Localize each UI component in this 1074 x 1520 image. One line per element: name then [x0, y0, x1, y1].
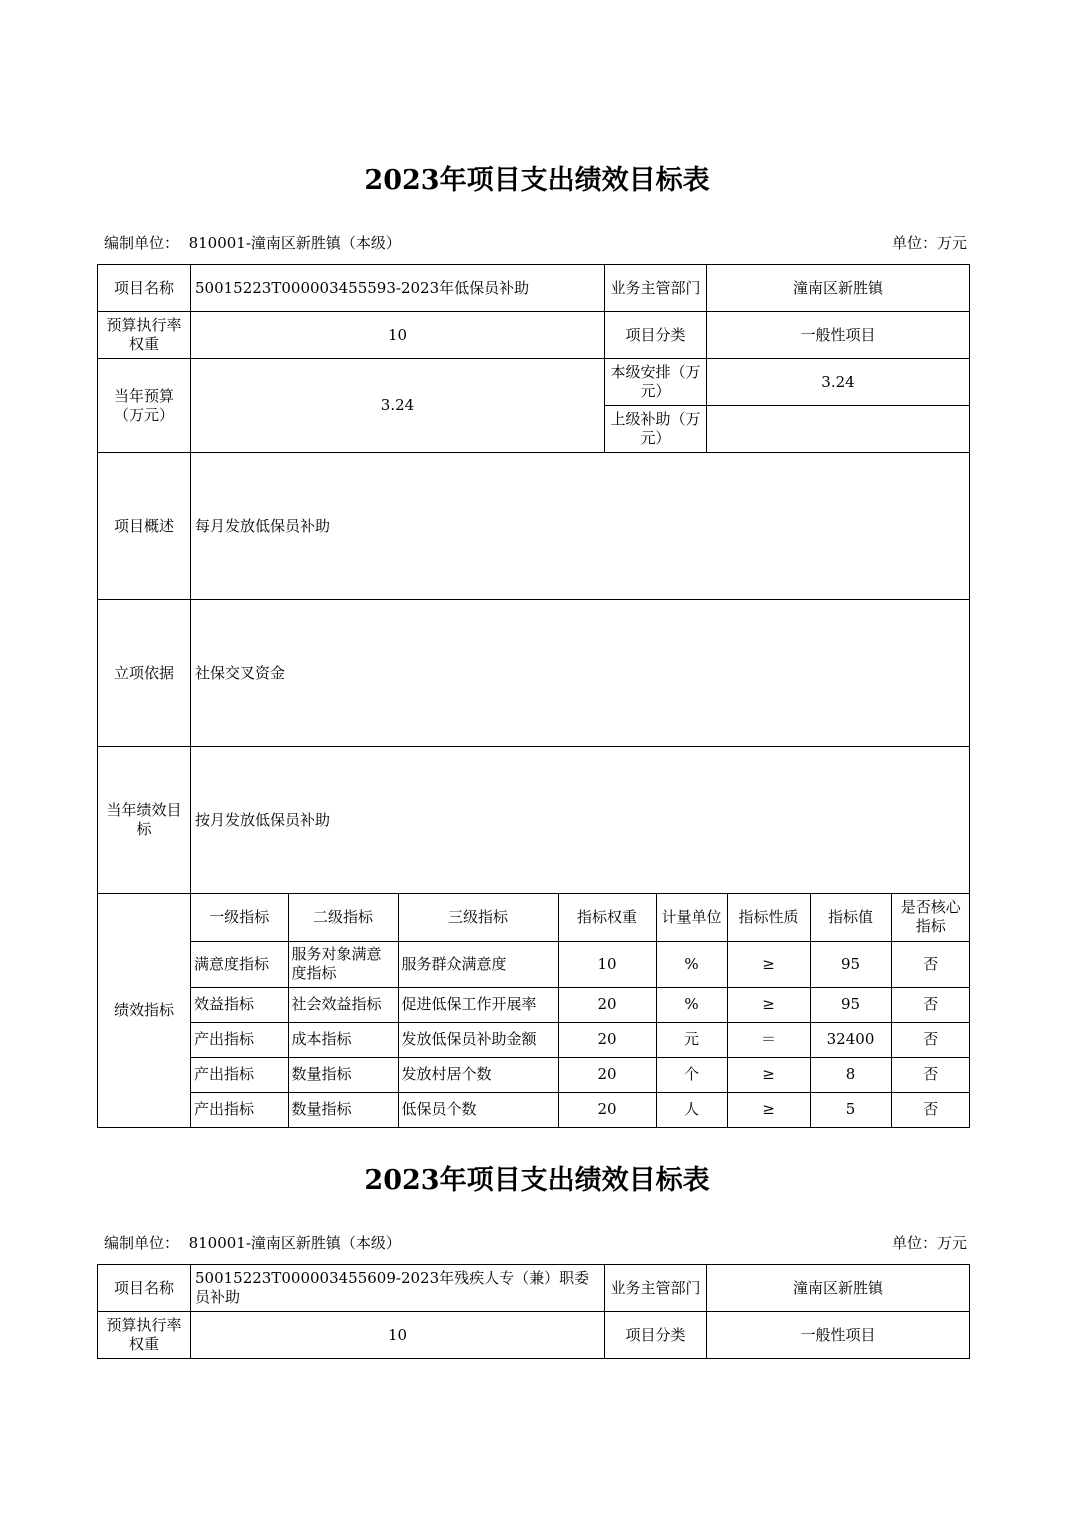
metric-level2: 数量指标	[288, 1057, 398, 1092]
page-title: 2023年项目支出绩效目标表	[364, 1165, 710, 1196]
metric-weight: 10	[558, 941, 656, 987]
category-label: 项目分类	[605, 312, 707, 359]
dept-label: 业务主管部门	[605, 265, 707, 312]
metric-level1: 效益指标	[191, 987, 288, 1022]
superior-subsidy-value	[707, 406, 970, 453]
metric-header: 是否核心指标	[891, 894, 970, 941]
metric-level1: 产出指标	[191, 1057, 288, 1092]
category-value: 一般性项目	[707, 1312, 970, 1359]
metric-weight: 20	[558, 1092, 656, 1127]
metric-value: 8	[810, 1057, 891, 1092]
metric-unit: %	[656, 941, 727, 987]
metric-level2: 成本指标	[288, 1022, 398, 1057]
project-name-label: 项目名称	[98, 265, 191, 312]
metric-level2: 服务对象满意度指标	[288, 941, 398, 987]
metric-nature: ＝	[727, 1022, 810, 1057]
page-title: 2023年项目支出绩效目标表	[364, 165, 710, 196]
metric-core: 否	[891, 1092, 970, 1127]
metrics-table	[191, 894, 970, 1127]
metric-value: 5	[810, 1092, 891, 1127]
metric-header: 三级指标	[398, 894, 558, 941]
metrics-cell	[191, 894, 970, 1128]
metric-weight: 20	[558, 1022, 656, 1057]
metric-header: 指标权重	[558, 894, 656, 941]
budget-label: 当年预算（万元）	[98, 359, 191, 453]
metric-unit: 人	[656, 1092, 727, 1127]
metric-weight: 20	[558, 1057, 656, 1092]
dept-value: 潼南区新胜镇	[707, 265, 970, 312]
metric-level3: 发放村居个数	[398, 1057, 558, 1092]
metric-unit: 元	[656, 1022, 727, 1057]
goal-value: 按月发放低保员补助	[191, 747, 970, 894]
currency-unit: 单位：万元	[891, 234, 967, 252]
metric-level3: 发放低保员补助金额	[398, 1022, 558, 1057]
metric-value: 95	[810, 941, 891, 987]
metric-level1: 产出指标	[191, 1022, 288, 1057]
category-label: 项目分类	[605, 1312, 707, 1359]
table-row	[191, 987, 970, 1022]
metric-level2: 数量指标	[288, 1092, 398, 1127]
metric-level2: 社会效益指标	[288, 987, 398, 1022]
exec-rate-label: 预算执行率权重	[98, 1312, 191, 1359]
metric-header: 二级指标	[288, 894, 398, 941]
metric-level3: 服务群众满意度	[398, 941, 558, 987]
metric-nature: ≥	[727, 987, 810, 1022]
project-name-value: 50015223T000003455593-2023年低保员补助	[191, 265, 605, 312]
metric-core: 否	[891, 941, 970, 987]
metric-header: 指标值	[810, 894, 891, 941]
metric-header: 计量单位	[656, 894, 727, 941]
metrics-header-row	[191, 894, 970, 941]
goal-label: 当年绩效目标	[98, 747, 191, 894]
table-row	[191, 1022, 970, 1057]
table-row	[191, 1057, 970, 1092]
metric-level1: 满意度指标	[191, 941, 288, 987]
dept-label: 业务主管部门	[605, 1265, 707, 1312]
metric-header: 指标性质	[727, 894, 810, 941]
metric-nature: ≥	[727, 941, 810, 987]
metric-nature: ≥	[727, 1092, 810, 1127]
project-name-label: 项目名称	[98, 1265, 191, 1312]
overview-value: 每月发放低保员补助	[191, 453, 970, 600]
metric-header: 一级指标	[191, 894, 288, 941]
dept-value: 潼南区新胜镇	[707, 1265, 970, 1312]
metric-core: 否	[891, 987, 970, 1022]
table-row	[191, 1092, 970, 1127]
metric-unit: %	[656, 987, 727, 1022]
metric-value: 95	[810, 987, 891, 1022]
compiling-unit-label: 编制单位：	[104, 1234, 180, 1252]
metric-nature: ≥	[727, 1057, 810, 1092]
basis-label: 立项依据	[98, 600, 191, 747]
local-funding-label: 本级安排（万元）	[605, 359, 707, 406]
exec-rate-value: 10	[191, 312, 605, 359]
category-value: 一般性项目	[707, 312, 970, 359]
metric-value: 32400	[810, 1022, 891, 1057]
exec-rate-label: 预算执行率权重	[98, 312, 191, 359]
performance-target-table	[97, 1264, 970, 1359]
basis-value: 社保交叉资金	[191, 600, 970, 747]
project-name-value: 50015223T000003455609-2023年残疾人专（兼）职委员补助	[191, 1265, 605, 1312]
metric-core: 否	[891, 1022, 970, 1057]
overview-label: 项目概述	[98, 453, 191, 600]
compiling-unit-value: 810001-潼南区新胜镇（本级）	[188, 1234, 401, 1252]
compiling-unit	[104, 232, 401, 253]
superior-subsidy-label: 上级补助（万元）	[605, 406, 707, 453]
currency-unit: 单位：万元	[891, 1234, 967, 1252]
local-funding-value: 3.24	[707, 359, 970, 406]
compiling-unit	[104, 1232, 401, 1253]
metric-level3: 促进低保工作开展率	[398, 987, 558, 1022]
metric-level3: 低保员个数	[398, 1092, 558, 1127]
compiling-unit-value: 810001-潼南区新胜镇（本级）	[188, 234, 401, 252]
exec-rate-value: 10	[191, 1312, 605, 1359]
metric-level1: 产出指标	[191, 1092, 288, 1127]
budget-value: 3.24	[191, 359, 605, 453]
table-row	[191, 941, 970, 987]
performance-target-table	[97, 264, 970, 1128]
metric-core: 否	[891, 1057, 970, 1092]
compiling-unit-label: 编制单位：	[104, 234, 180, 252]
metric-weight: 20	[558, 987, 656, 1022]
metrics-label: 绩效指标	[98, 894, 191, 1128]
metric-unit: 个	[656, 1057, 727, 1092]
